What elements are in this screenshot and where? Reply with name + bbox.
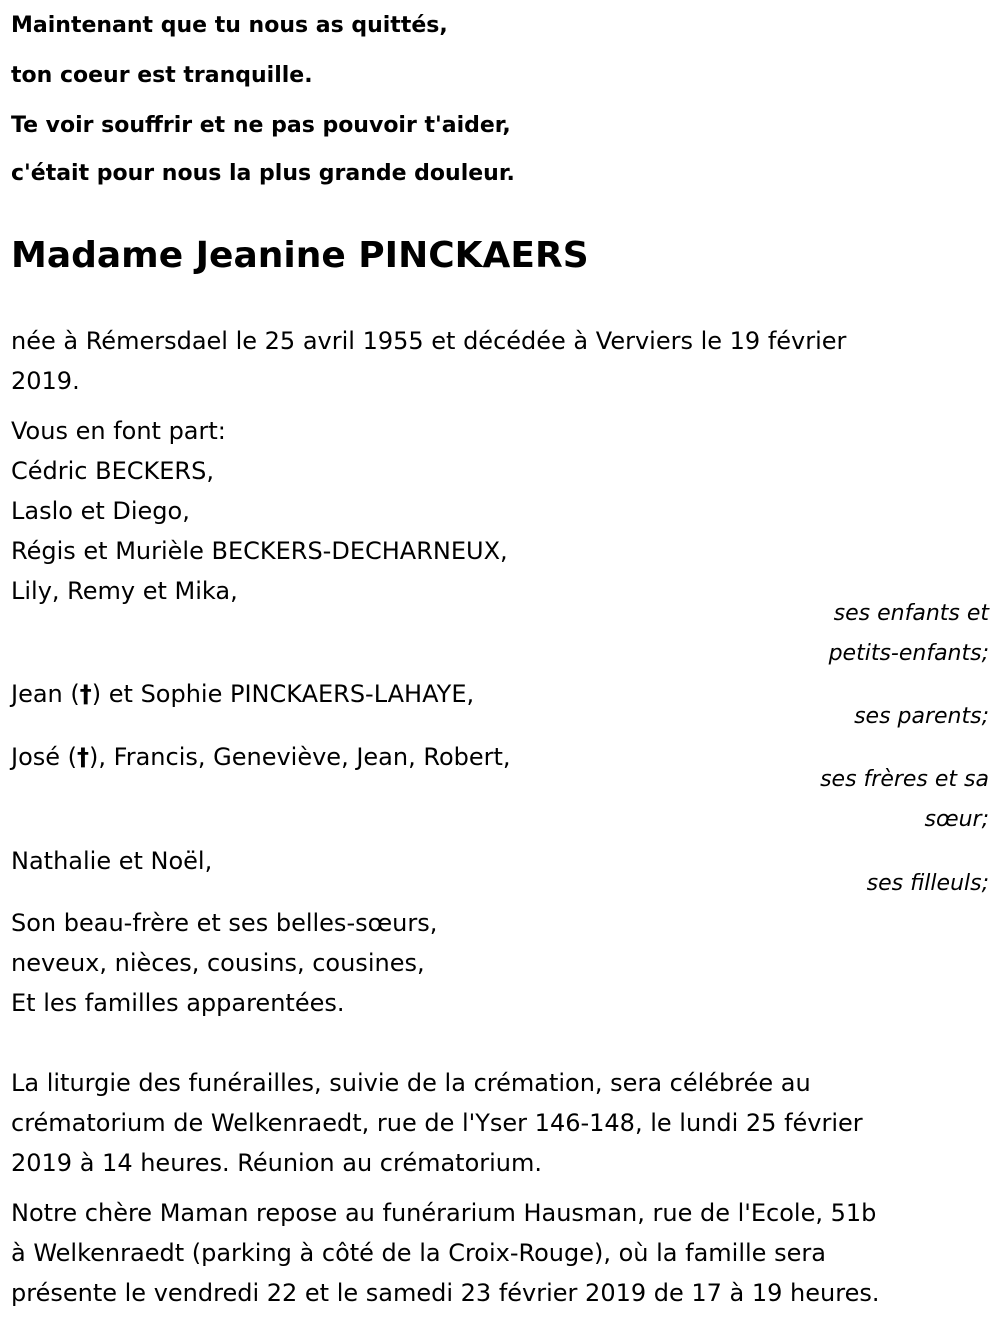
parents-text-a: Jean (: [11, 680, 80, 708]
siblings-text-a: José (: [11, 743, 78, 771]
repose-line: présente le vendredi 22 et le samedi 23 février 2019 de 17 à 19 heures.: [11, 1279, 880, 1307]
siblings-role-line-1: ses frères et sa: [820, 767, 989, 792]
liturgy-line: La liturgie des funérailles, suivie de la crémation, sera célébrée au: [11, 1069, 811, 1097]
others-line: Et les familles apparentées.: [11, 989, 345, 1017]
liturgy-line: 2019 à 14 heures. Réunion au crématorium.: [11, 1149, 543, 1177]
repose-line: Notre chère Maman repose au funérarium Hausman, rue de l'Ecole, 51b: [11, 1199, 877, 1227]
child-line: Régis et Murièle BECKERS-DECHARNEUX,: [11, 537, 508, 565]
announcement-intro: Vous en font part:: [11, 417, 226, 445]
siblings-line: [11, 742, 511, 772]
godchildren-line: Nathalie et Noël,: [11, 847, 213, 875]
others-line: Son beau-frère et ses belles-sœurs,: [11, 909, 438, 937]
cross-icon: †: [79, 680, 92, 708]
child-line: Laslo et Diego,: [11, 497, 190, 525]
dates-line-2: 2019.: [11, 367, 80, 395]
liturgy-line: crématorium de Welkenraedt, rue de l'Yser 146-148, le lundi 25 février: [11, 1109, 863, 1137]
godchildren-role: ses filleuls;: [866, 871, 989, 896]
poem-line-2: ton coeur est tranquille.: [11, 63, 313, 88]
deceased-name: Madame Jeanine PINCKAERS: [11, 235, 589, 276]
child-line: Lily, Remy et Mika,: [11, 577, 238, 605]
repose-line: à Welkenraedt (parking à côté de la Croix-Rouge), où la famille sera: [11, 1239, 826, 1267]
parents-role: ses parents;: [854, 704, 989, 729]
child-line: Cédric BECKERS,: [11, 457, 214, 485]
children-role-line-1: ses enfants et: [833, 601, 989, 626]
parents-text-b: ) et Sophie PINCKAERS-LAHAYE,: [91, 680, 475, 708]
others-line: neveux, nièces, cousins, cousines,: [11, 949, 425, 977]
cross-icon: †: [77, 743, 90, 771]
poem-line-4: c'était pour nous la plus grande douleur.: [11, 161, 515, 186]
dates-line-1: née à Rémersdael le 25 avril 1955 et décédée à Verviers le 19 février: [11, 327, 847, 355]
poem-line-3: Te voir souffrir et ne pas pouvoir t'aider,: [11, 113, 511, 138]
children-role-line-2: petits-enfants;: [828, 641, 989, 666]
siblings-role-line-2: sœur;: [924, 807, 989, 832]
siblings-text-b: ), Francis, Geneviève, Jean, Robert,: [89, 743, 511, 771]
poem-line-1: Maintenant que tu nous as quittés,: [11, 13, 448, 38]
parents-line: [11, 679, 474, 709]
